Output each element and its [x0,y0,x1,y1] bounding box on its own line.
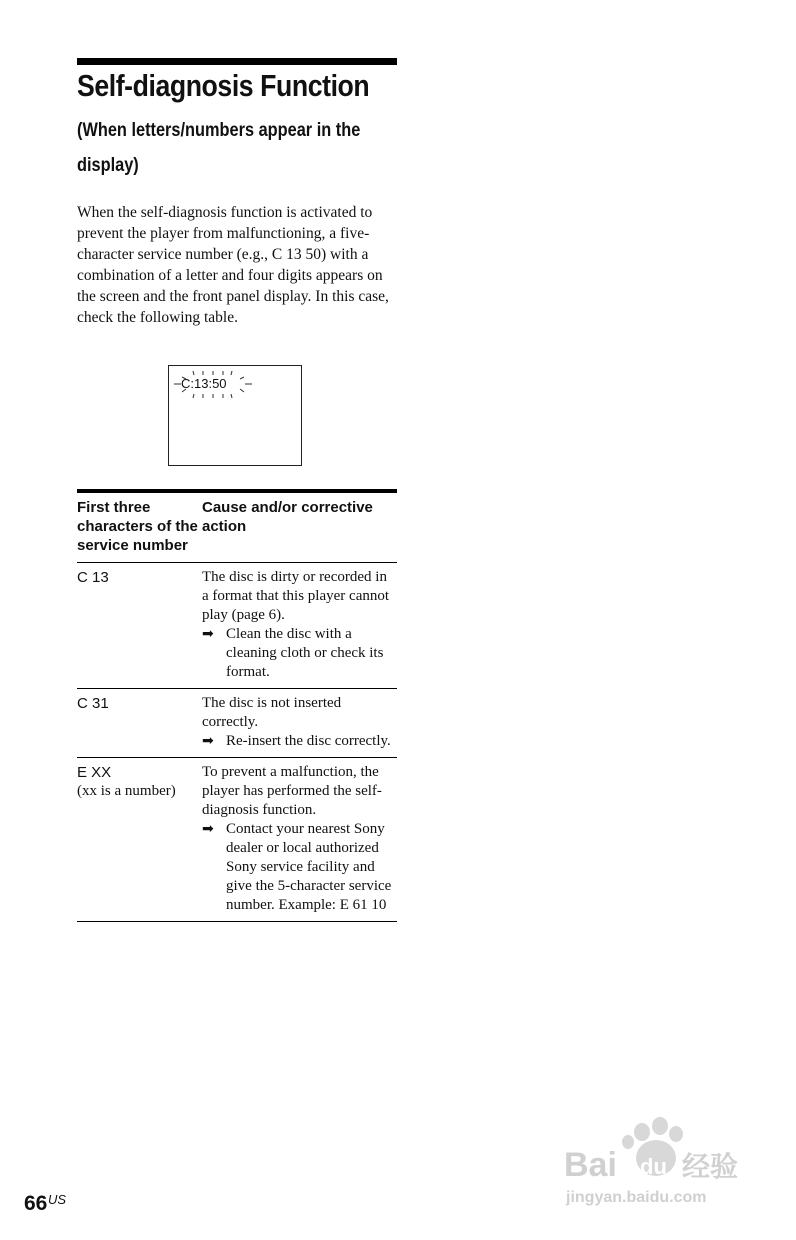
header-col-service-number: First three characters of the service number [77,499,198,554]
table-row [77,689,397,758]
top-rule [77,58,397,65]
corrective-action: Re-insert the disc correctly. [226,733,391,749]
page-subtitle: (When letters/numbers appear in the display) [77,120,361,176]
service-code-note: (xx is a number) [77,783,176,799]
cause-text: The disc is dirty or recorded in a format that this player cannot play (page 6). [202,569,390,623]
svg-text:Bai: Bai [564,1146,617,1184]
table-row [77,758,397,922]
page-number: 66 [24,1192,48,1215]
svg-text:du: du [640,1154,667,1179]
arrow-right-icon: ➡ [202,821,214,837]
arrow-right-icon: ➡ [202,733,214,749]
intro-paragraph: When the self-diagnosis function is activated to prevent the player from malfunctioning, a five-character service number (e.g., C 13 50) with a combination of a letter and four digits appears on the screen and the front panel display. In this case, check the following table. [77,204,389,326]
table-row [77,563,397,689]
page-title: Self-diagnosis Function [77,68,370,103]
header-col-cause: Cause and/or corrective action [202,499,373,535]
svg-text:jingyan.baidu.com: jingyan.baidu.com [566,1189,707,1206]
page-suffix: US [48,1192,67,1207]
corrective-action: Contact your nearest Sony dealer or local authorized Sony service facility and give the 5-character service number. Example: E 61 10 [226,821,392,913]
service-code: C 31 [77,695,109,712]
service-number-table [77,489,397,922]
cause-text: The disc is not inserted correctly. [202,695,342,730]
table-header [77,489,397,563]
cause-text: To prevent a malfunction, the player has performed the self-diagnosis function. [202,764,382,818]
arrow-right-icon: ➡ [202,626,214,642]
corrective-action: Clean the disc with a cleaning cloth or check its format. [226,626,384,680]
service-code-display: C:13:50 [181,376,227,391]
svg-text:经验: 经验 [682,1151,739,1182]
service-code: E XX [77,764,112,781]
service-code: C 13 [77,569,109,586]
baidu-watermark-logo [556,1112,756,1212]
